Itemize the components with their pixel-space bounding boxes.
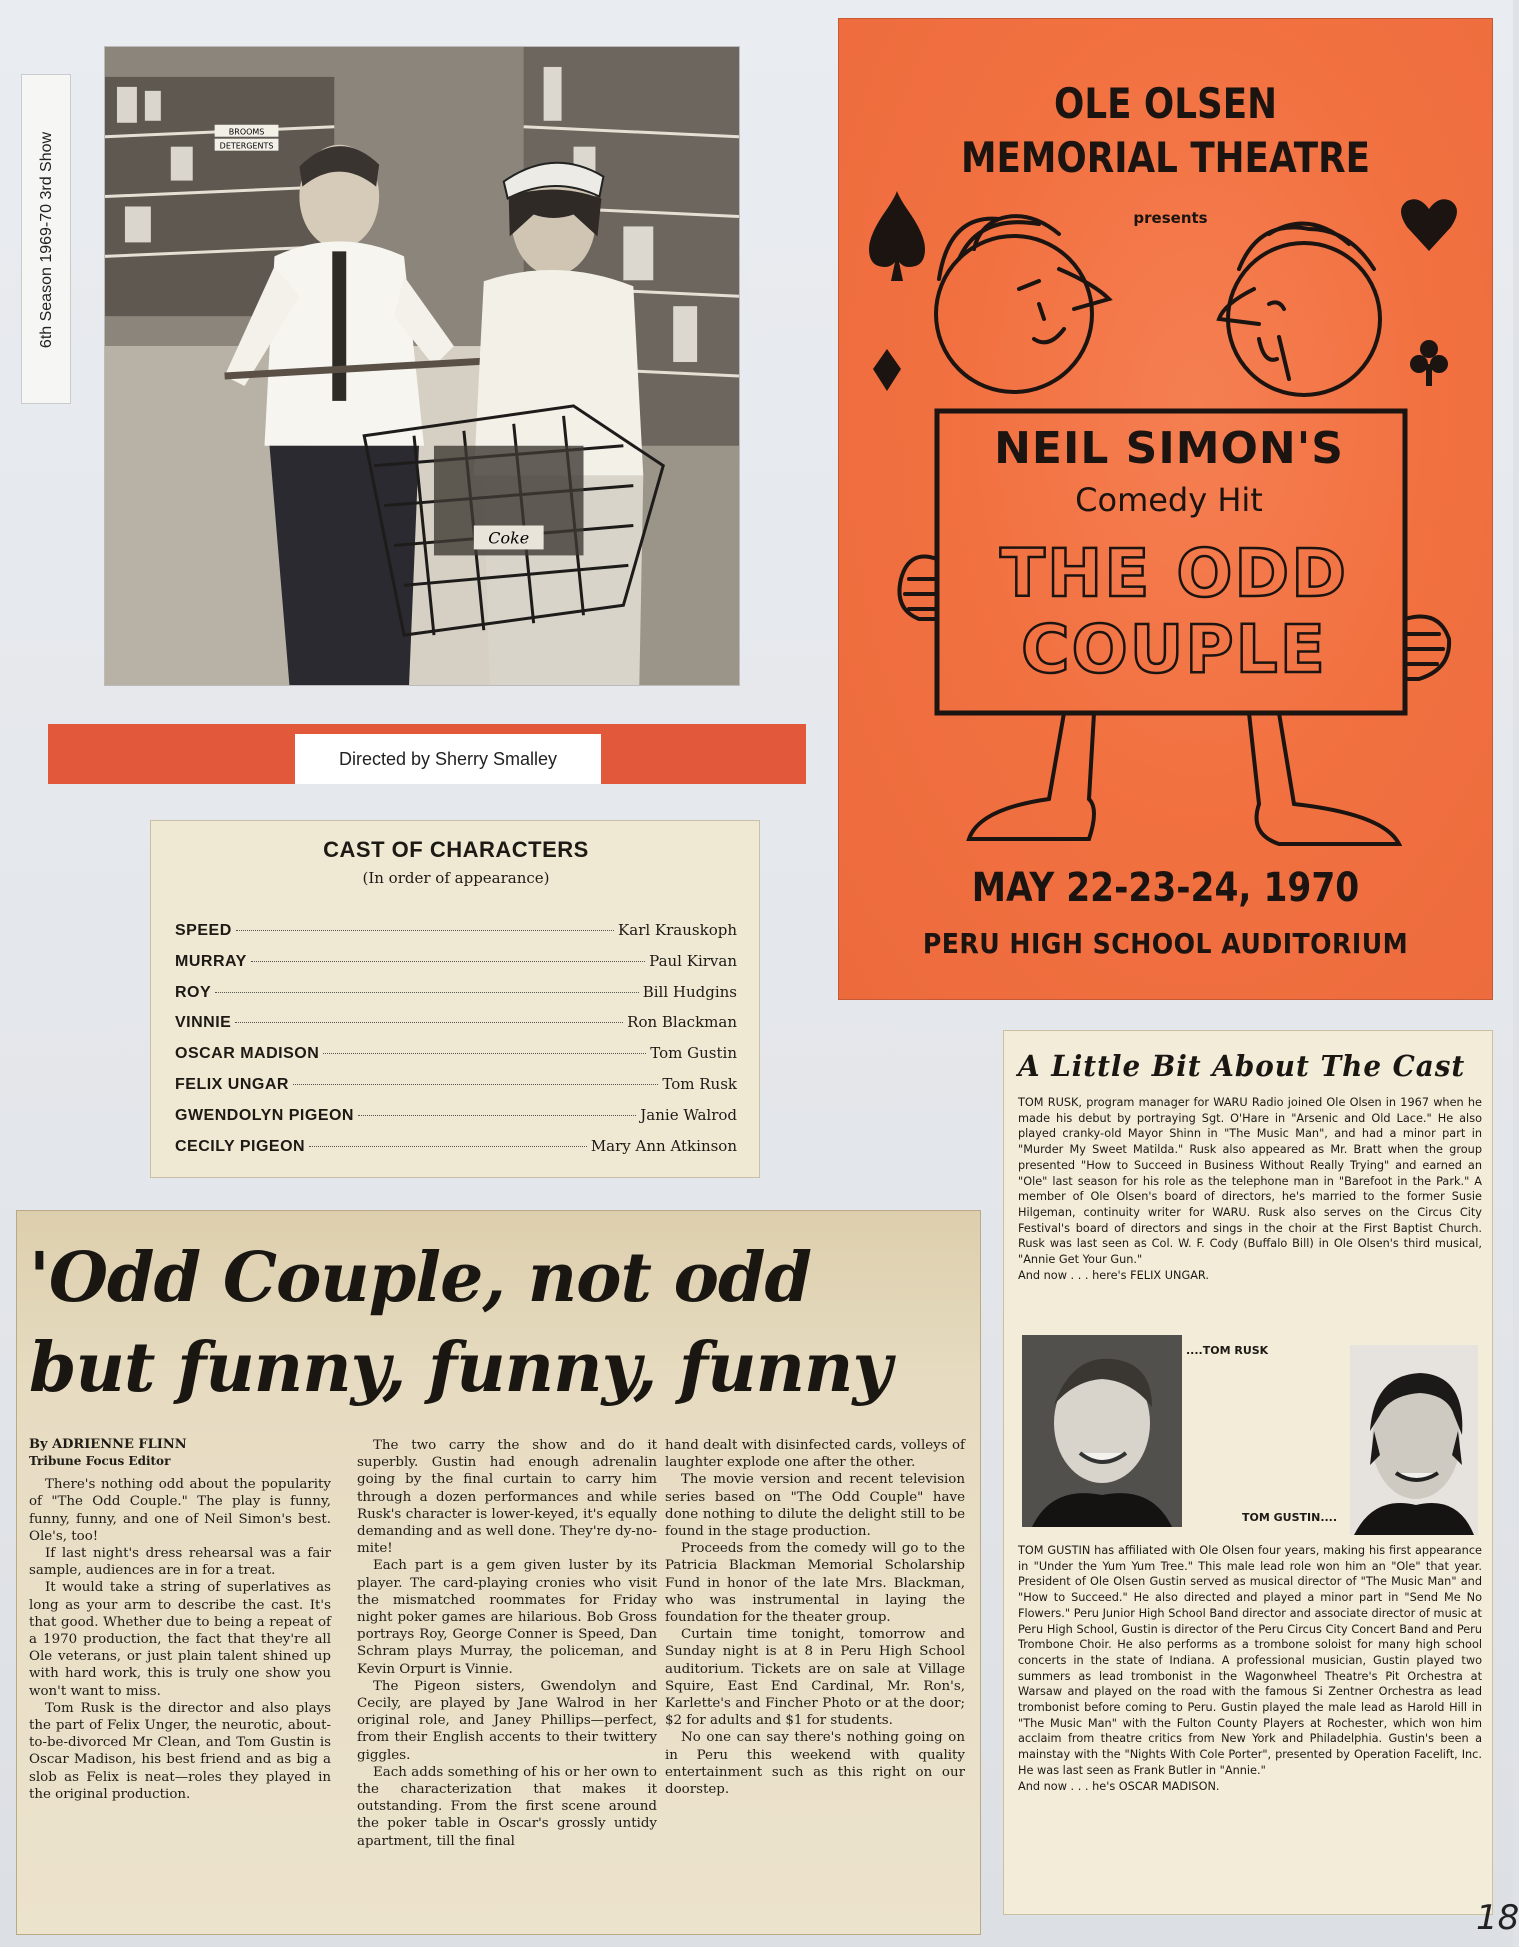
leader-dots [323,1053,646,1054]
club-icon [1410,340,1448,386]
cast-list [175,921,737,1167]
leader-dots [235,1022,623,1023]
article-paragraph: Proceeds from the comedy will go to the Patricia Blackman Memorial Scholarship Fund in honor of the late Mrs. Blackman, who was instrumental in laying the foundation for the theater group. [665,1541,965,1626]
cast-role: GWENDOLYN PIGEON [175,1106,354,1124]
sign-brooms: BROOMS [228,127,265,137]
cast-actor: Paul Kirvan [649,951,737,970]
bio-title: A Little Bit About The Cast [1018,1049,1466,1083]
cast-actor: Tom Gustin [650,1044,737,1063]
cast-row [175,1106,737,1137]
cast-row [175,1013,737,1044]
cast-actor: Karl Krauskoph [618,921,737,939]
poster-venue: PERU HIGH SCHOOL AUDITORIUM [922,927,1409,960]
leader-dots [293,1084,658,1085]
article-paragraph: hand dealt with disinfected cards, volleys of laughter explode one after the other. [665,1438,965,1471]
bio-gustin-closing: And now . . . he's OSCAR MADISON. [1018,1779,1220,1793]
poster-sign-genre: Comedy Hit [1075,481,1263,519]
label-tom-rusk: ....TOM RUSK [1186,1344,1269,1357]
cast-actor: Janie Walrod [640,1105,737,1124]
leader-dots [251,961,645,962]
season-label-text: 6th Season 1969-70 3rd Show [38,131,55,349]
cast-role: SPEED [175,922,232,939]
cast-role: FELIX UNGAR [175,1075,289,1093]
cart-coke-label: Coke [488,528,530,548]
cast-title: CAST OF CHARACTERS [323,837,589,862]
poster-date: MAY 22-23-24, 1970 [971,865,1360,911]
cast-row [175,952,737,983]
article-paragraph: The two carry the show and do it superbly. Gustin had enough adrenalin going by the final curtain to carry him through a dozen performances and while Rusk's character is lower-keyed, it's equally demanding and as well done. They're dy-no-mite! [357,1438,657,1557]
poster-sign-title-2: COUPLE [1021,611,1327,688]
cast-role: CECILY PIGEON [175,1137,306,1155]
tom-rusk-headshot [1022,1335,1182,1527]
article-paragraph: If last night's dress rehearsal was a fair sample, audiences are in for a treat. [29,1546,331,1579]
spade-icon [869,191,925,281]
article-paragraph: Each part is a gem given luster by its player. The card-playing cronies who visit the mismatched roommates for Friday night poker games are hilarious. Bob Gross portrays Roy, George Conner is Speed, Dan Schram plays Murray, the policeman, and Kevin Orpurt is Vinnie. [357,1558,657,1677]
headline-line1: 'Odd Couple, not odd [29,1238,812,1318]
article-column-1 [29,1437,331,1803]
cast-row [175,1044,737,1075]
bio-rusk-closing: And now . . . here's FELIX UNGAR. [1018,1268,1209,1282]
tom-gustin-headshot [1350,1345,1478,1535]
sign-detergents: DETERGENTS [219,141,274,151]
article-byline-title: Tribune Focus Editor [29,1454,171,1468]
article-paragraph: No one can say there's nothing going on in Peru this weekend with quality entertainment such as this right on our doorstep. [665,1730,965,1798]
poster-sign-author: NEIL SIMON'S [994,423,1344,474]
cast-role: ROY [175,983,212,1001]
poster-title-line2: MEMORIAL THEATRE [960,133,1371,182]
leader-dots [309,1146,587,1147]
cast-role: VINNIE [175,1014,232,1032]
article-paragraph: There's nothing odd about the popularity of "The Odd Couple." The play is funny, funny, funny, and one of Neil Simon's best. Ole's, too! [29,1477,331,1544]
bio-gustin-text: TOM GUSTIN has affiliated with Ole Olsen four years, making his first appearance in "Under the Yum Yum Tree." This male lead role won him an "Ole" that year. President of Ole Olsen Gustin served as musical director of "The Music Man" and "How to Succeed." He also directed and played a minor part in "Send Me No Flowers." Peru Junior High School Band director and associate director of music at Peru High School, Gustin is director of the Peru Circus City Concert Band and Peru Trombone Choir. He also performs as a trombone soloist for many high school concerts in the state of Indiana. A professional musician, Gustin played two summers as lead trombonist in the Wagonwheel Theatre's Pit Orchestra at Warsaw and played on the road with the famous Si Zentner Orchestra as lead trombonist before coming to Peru. Gustin played the male lead as Harold Hill in "The Music Man" with the Fulton County Players at Rochester, which won him acclaim from theatre critics from New York and Philadelphia. Gustin's been a mainstay with the "Nights With Cole Porter", presented by Operation Facelift, Inc. He was last seen as Frank Butler in "Annie." [1018,1544,1482,1777]
label-tom-gustin: TOM GUSTIN.... [1242,1511,1338,1524]
cast-role: OSCAR MADISON [175,1045,320,1063]
cast-actor: Bill Hudgins [642,982,737,1001]
cast-row [175,1075,737,1106]
cast-role: MURRAY [175,952,247,970]
article-byline: By ADRIENNE FLINN [29,1437,187,1452]
headline-line2: but funny, funny, funny [29,1328,891,1408]
article-paragraph: It would take a string of superlatives as long as your arm to describe the cast. It's that good. Whether due to being a repeat of a 1970 production, the fact that they're all Ole veterans, or just plain talent shined up with hard work, this is truly one show you won't want to miss. [29,1580,331,1699]
director-label: Directed by Sherry Smalley [295,734,601,784]
cast-of-characters-card [150,820,760,1178]
cast-row [175,983,737,1014]
leader-dots [215,992,639,993]
page-number: 18 [1476,1898,1519,1938]
article-paragraph: Tom Rusk is the director and also plays the part of Felix Unger, the neurotic, about-to-be-divorced Mr Clean, and Tom Gustin is Oscar Madison, his best friend and as big a slob as Felix is neat—roles they played in the original production. [29,1700,331,1802]
leader-dots [236,930,614,931]
article-paragraph: Curtain time tonight, tomorrow and Sunday night is at 8 in Peru High School auditorium. Tickets are on sale at Village Squire, East End Cardinal, Mr. Ron's, Karlette's and Fincher Photo or at the door; $2 for adults and $1 for students. [665,1627,965,1729]
production-photo [104,46,740,686]
article-column-3 [665,1437,965,1798]
poster-presents: presents [1133,209,1208,227]
photo-image [105,47,739,685]
newspaper-review-clipping [16,1210,981,1935]
season-label [21,74,71,404]
cast-row [175,921,737,952]
article-paragraph: Each adds something of his or her own to the characterization that makes it outstanding. From the first scene around the poker table in Oscar's grossly untidy apartment, till the final [357,1764,657,1849]
diamond-icon [873,349,901,391]
article-column-2 [357,1437,657,1850]
cast-bio-clipping [1003,1030,1493,1915]
leader-dots [358,1115,636,1116]
cast-row [175,1137,737,1168]
article-paragraph: The movie version and recent television series based on "The Odd Couple" have done nothing to dilute the delight still to be found in the stage production. [665,1472,965,1540]
cast-actor: Tom Rusk [662,1074,737,1093]
show-poster [838,18,1493,1000]
poster-title-line1: OLE OLSEN [1054,79,1277,128]
bio-rusk-text: TOM RUSK, program manager for WARU Radio joined Ole Olsen in 1967 when he made his debut by portraying Sgt. O'Hare in "Arsenic and Old Lace." He also played cranky-old Mayor Shinn in "The Music Man", and had a minor part in "Murder My Sweet Matilda." Rusk also appeared as Mr. Bratt when the group presented "How to Succeed in Business Without Really Trying" and earned an "Ole" last season for his role as the telephone man in "Barefoot in the Park." A member of Ole Olsen's board of directors, he's married to the former Susie Hilgeman, continuity writer for WARU. Rusk also serves on the Circus City Festival's board of directors and sings in the choir at the First Baptist Church. Rusk was last seen as Col. W. F. Cody (Buffalo Bill) in Ole Olsen's third musical, "Annie Get Your Gun." [1018,1096,1482,1267]
article-paragraph: The Pigeon sisters, Gwendolyn and Cecily, are played by Jane Walrod in her original role, and Janey Phillips—perfect, from their English accents to their twittery giggles. [357,1678,657,1763]
article-headline [29,1233,969,1413]
bio-rusk [1018,1095,1482,1283]
cast-actor: Mary Ann Atkinson [590,1136,737,1155]
cast-actor: Ron Blackman [627,1013,737,1032]
bio-gustin [1018,1543,1482,1794]
cast-subtitle: (In order of appearance) [362,869,550,887]
poster-sign-title-1: THE ODD [1000,535,1348,612]
